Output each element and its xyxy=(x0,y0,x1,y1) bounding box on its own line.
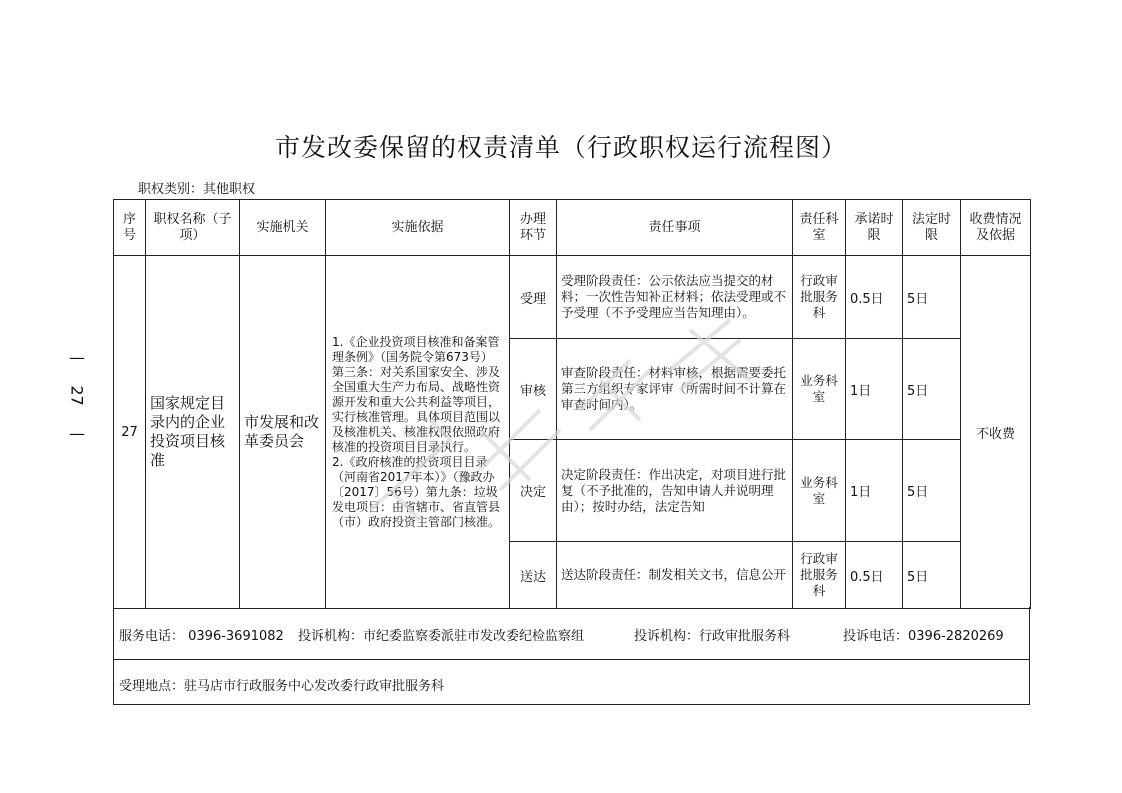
page-number: 27 xyxy=(67,385,87,406)
power-category: 职权类别：其他职权 xyxy=(138,182,256,197)
stage-cell: 受理 xyxy=(510,256,557,339)
basis-cell: 1.《企业投资项目核准和备案管理条例》（国务院令第673号）第三条：对关系国家安全、涉及全国重大生产力布局、战略性资源开发和重大公共利益等项目，实行核准管理。具体项目范围以及核准机关、核准权限依照政府核准的投资项目目录执行。 2.《政府核准的投资项目目录（河南省2017年本）》（豫政办〔2017〕56号）第九条：垃圾发电项目：由省辖市、省直管县（市）政府投资主管部门核准。 xyxy=(326,256,510,609)
promise-cell: 1日 xyxy=(846,339,903,440)
header-seq: 序号 xyxy=(114,200,146,256)
legal-cell: 5日 xyxy=(903,440,961,542)
page-dash-top: — xyxy=(69,348,85,367)
complaint-phone: 投诉电话：0396-2820269 xyxy=(843,629,1004,644)
header-agency: 实施机关 xyxy=(240,200,326,256)
duty-cell: 决定阶段责任：作出决定，对项目进行批复（不予批准的，告知申请人并说明理由）；按时办结，法定告知 xyxy=(557,440,793,542)
service-phone: 服务电话： 0396-3691082 xyxy=(119,629,284,644)
header-duty: 责任事项 xyxy=(557,200,793,256)
duty-cell: 送达阶段责任：制发相关文书，信息公开 xyxy=(557,542,793,609)
duty-cell: 审查阶段责任：材料审核，根据需要委托第三方组织专家评审（所需时间不计算在审查时间内）。 xyxy=(557,339,793,440)
page-dash-bottom: — xyxy=(69,424,85,443)
acceptance-location: 受理地点：驻马店市行政服务中心发改委行政审批服务科 xyxy=(119,679,445,694)
promise-cell: 1日 xyxy=(846,440,903,542)
header-legal: 法定时限 xyxy=(903,200,961,256)
power-table xyxy=(113,199,1031,609)
header-basis: 实施依据 xyxy=(326,200,510,256)
promise-cell: 0.5日 xyxy=(846,542,903,609)
location-footer xyxy=(113,659,1030,705)
header-dept: 责任科室 xyxy=(793,200,846,256)
table-row xyxy=(114,256,1031,339)
stage-cell: 决定 xyxy=(510,440,557,542)
stage-cell: 送达 xyxy=(510,542,557,609)
promise-cell: 0.5日 xyxy=(846,256,903,339)
legal-cell: 5日 xyxy=(903,256,961,339)
agency-cell: 市发展和改革委员会 xyxy=(240,256,326,609)
power-name-cell: 国家规定目录内的企业投资项目核准 xyxy=(146,256,240,609)
contact-footer xyxy=(113,607,1030,660)
legal-cell: 5日 xyxy=(903,542,961,609)
dept-cell: 行政审批服务科 xyxy=(793,542,846,609)
header-stage: 办理环节 xyxy=(510,200,557,256)
seq-cell: 27 xyxy=(114,256,146,609)
page-number-block xyxy=(62,348,92,443)
page-title: 市发改委保留的权责清单（行政职权运行流程图） xyxy=(274,133,847,162)
complaint-org-primary: 投诉机构：市纪委监察委派驻市发改委纪检监察组 xyxy=(298,629,585,644)
header-name: 职权名称（子项） xyxy=(146,200,240,256)
dept-cell: 业务科室 xyxy=(793,339,846,440)
fee-cell: 不收费 xyxy=(961,256,1031,609)
legal-cell: 5日 xyxy=(903,339,961,440)
table-header-row xyxy=(114,200,1031,256)
header-promise: 承诺时限 xyxy=(846,200,903,256)
complaint-org-secondary: 投诉机构：行政审批服务科 xyxy=(634,629,791,644)
dept-cell: 业务科室 xyxy=(793,440,846,542)
stage-cell: 审核 xyxy=(510,339,557,440)
header-fee: 收费情况及依据 xyxy=(961,200,1031,256)
dept-cell: 行政审批服务科 xyxy=(793,256,846,339)
duty-cell: 受理阶段责任：公示依法应当提交的材料；一次性告知补正材料；依法受理或不予受理（不予受理应当告知理由）。 xyxy=(557,256,793,339)
